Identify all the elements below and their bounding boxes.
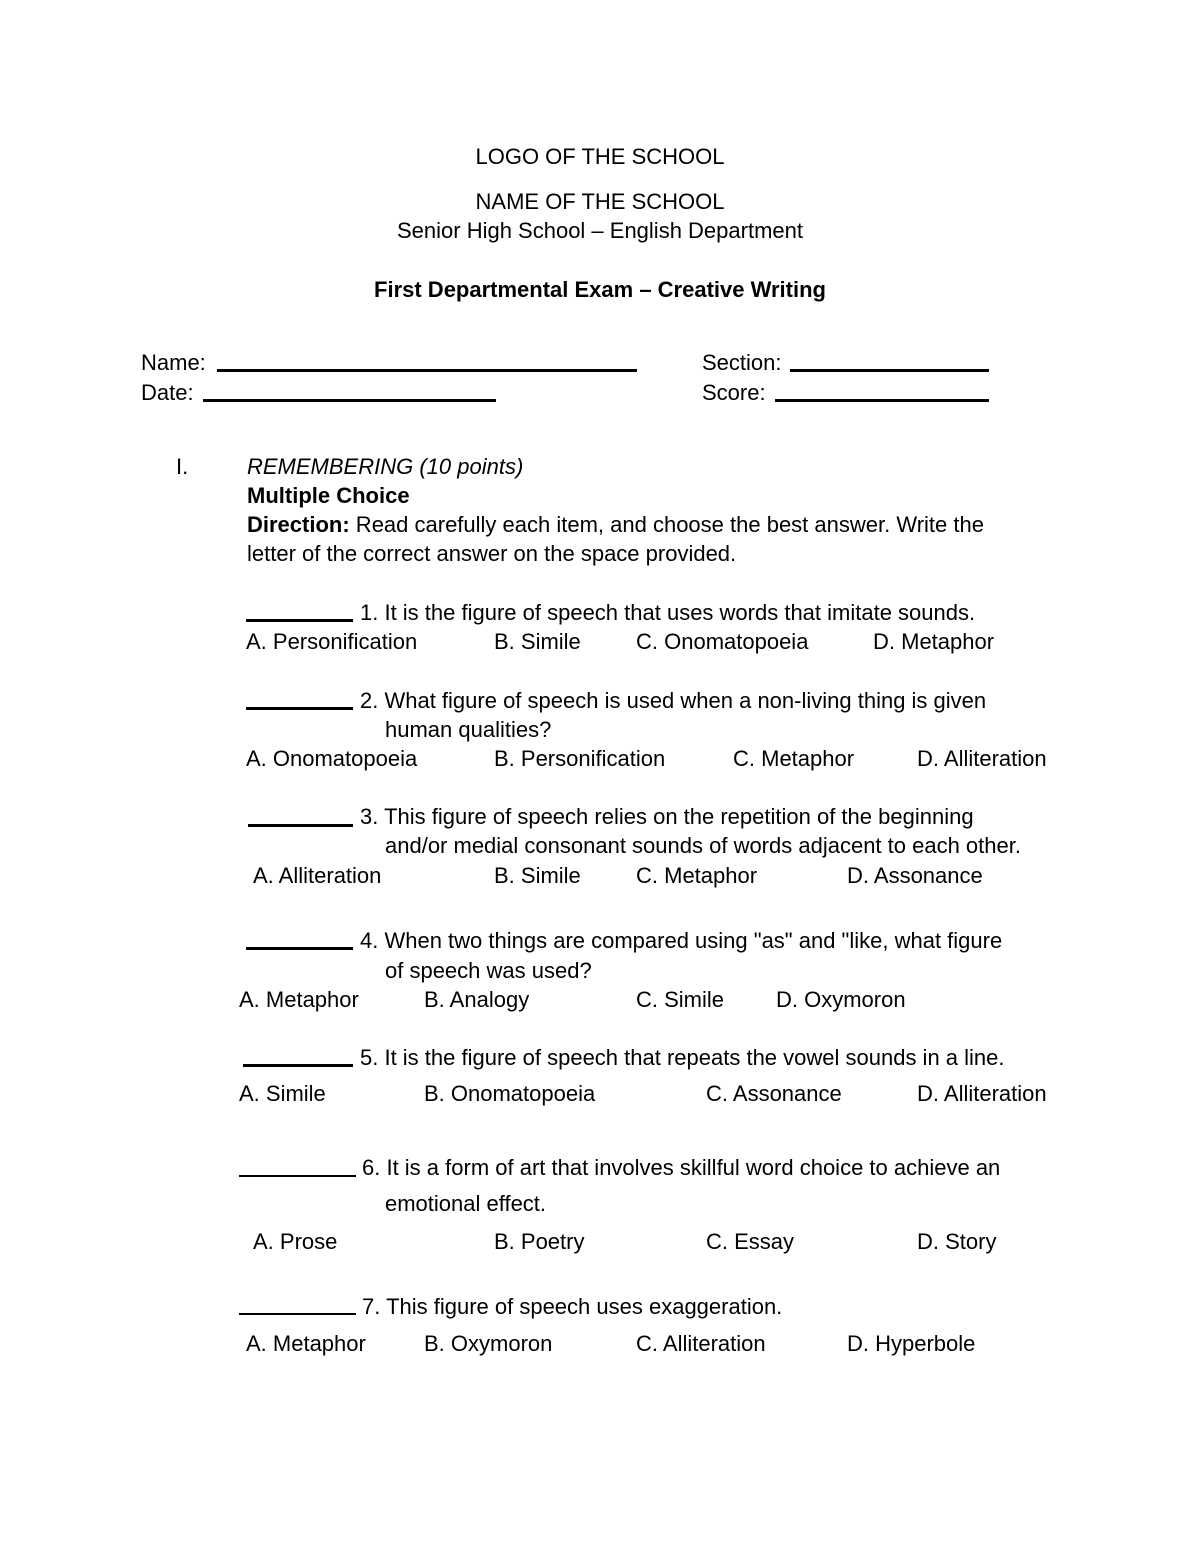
answer-blank-5[interactable] bbox=[243, 1064, 353, 1067]
score-label: Score: bbox=[702, 380, 766, 405]
name-label: Name: bbox=[141, 350, 206, 375]
q3-choice-b: B. Simile bbox=[494, 863, 581, 888]
exam-title: First Departmental Exam – Creative Writing bbox=[374, 277, 826, 302]
q1-choice-a: A. Personification bbox=[246, 629, 418, 654]
q1-choice-b: B. Simile bbox=[494, 629, 581, 654]
question-2-text: 2. What figure of speech is used when a non-living thing is given bbox=[360, 688, 987, 713]
logo-placeholder: LOGO OF THE SCHOOL bbox=[475, 144, 725, 169]
question-3-text: 3. This figure of speech relies on the repetition of the beginning bbox=[360, 804, 974, 829]
q7-choice-d: D. Hyperbole bbox=[847, 1331, 976, 1356]
q3-choice-a: A. Alliteration bbox=[253, 863, 382, 888]
q7-choice-a: A. Metaphor bbox=[246, 1331, 366, 1356]
q6-choice-b: B. Poetry bbox=[494, 1229, 585, 1254]
question-1-text: 1. It is the figure of speech that uses words that imitate sounds. bbox=[360, 600, 976, 625]
q2-choice-b: B. Personification bbox=[494, 746, 666, 771]
q6-choice-a: A. Prose bbox=[253, 1229, 338, 1254]
section-heading: REMEMBERING (10 points) bbox=[247, 454, 524, 479]
answer-blank-6[interactable] bbox=[239, 1175, 356, 1177]
q6-choice-c: C. Essay bbox=[706, 1229, 795, 1254]
direction-text-1: Read carefully each item, and choose the best answer. Write the bbox=[349, 512, 984, 537]
q4-choice-b: B. Analogy bbox=[424, 987, 530, 1012]
section-label: Section: bbox=[702, 350, 782, 375]
direction-line-2: letter of the correct answer on the space provided. bbox=[247, 541, 737, 566]
question-6-text-cont: emotional effect. bbox=[385, 1191, 547, 1216]
score-field[interactable] bbox=[775, 399, 989, 402]
section-subheading: Multiple Choice bbox=[247, 483, 410, 508]
answer-blank-3[interactable] bbox=[248, 824, 353, 827]
school-name: NAME OF THE SCHOOL bbox=[475, 189, 725, 214]
question-4-text-cont: of speech was used? bbox=[385, 958, 592, 983]
section-field[interactable] bbox=[790, 369, 989, 372]
q4-choice-d: D. Oxymoron bbox=[776, 987, 906, 1012]
question-4-text: 4. When two things are compared using "as" and "like, what figure bbox=[360, 928, 1003, 953]
department-line: Senior High School – English Department bbox=[396, 218, 803, 243]
date-label: Date: bbox=[141, 380, 194, 405]
q5-choice-b: B. Onomatopoeia bbox=[424, 1081, 596, 1106]
q2-choice-a: A. Onomatopoeia bbox=[246, 746, 418, 771]
answer-blank-7[interactable] bbox=[239, 1313, 356, 1315]
q1-choice-c: C. Onomatopoeia bbox=[636, 629, 809, 654]
question-6-text: 6. It is a form of art that involves skillful word choice to achieve an bbox=[362, 1155, 1001, 1180]
q4-choice-c: C. Simile bbox=[636, 987, 725, 1012]
q2-choice-d: D. Alliteration bbox=[917, 746, 1047, 771]
q7-choice-b: B. Oxymoron bbox=[424, 1331, 553, 1356]
q3-choice-c: C. Metaphor bbox=[636, 863, 758, 888]
q5-choice-c: C. Assonance bbox=[706, 1081, 842, 1106]
answer-blank-2[interactable] bbox=[246, 707, 353, 710]
q5-choice-a: A. Simile bbox=[239, 1081, 326, 1106]
question-2-text-cont: human qualities? bbox=[385, 717, 552, 742]
q6-choice-d: D. Story bbox=[917, 1229, 997, 1254]
q2-choice-c: C. Metaphor bbox=[733, 746, 855, 771]
question-7-text: 7. This figure of speech uses exaggeration. bbox=[362, 1294, 783, 1319]
answer-blank-4[interactable] bbox=[246, 947, 353, 950]
q4-choice-a: A. Metaphor bbox=[239, 987, 359, 1012]
q3-choice-d: D. Assonance bbox=[847, 863, 983, 888]
name-field[interactable] bbox=[217, 369, 637, 372]
date-field[interactable] bbox=[203, 399, 496, 402]
q1-choice-d: D. Metaphor bbox=[873, 629, 995, 654]
q7-choice-c: C. Alliteration bbox=[636, 1331, 766, 1356]
question-5-text: 5. It is the figure of speech that repeats the vowel sounds in a line. bbox=[360, 1045, 1005, 1070]
question-3-text-cont: and/or medial consonant sounds of words adjacent to each other. bbox=[385, 833, 1021, 858]
direction-line-1 bbox=[247, 514, 984, 536]
section-numeral: I. bbox=[176, 454, 189, 479]
direction-label: Direction: bbox=[247, 512, 350, 537]
q5-choice-d: D. Alliteration bbox=[917, 1081, 1047, 1106]
answer-blank-1[interactable] bbox=[246, 619, 353, 622]
